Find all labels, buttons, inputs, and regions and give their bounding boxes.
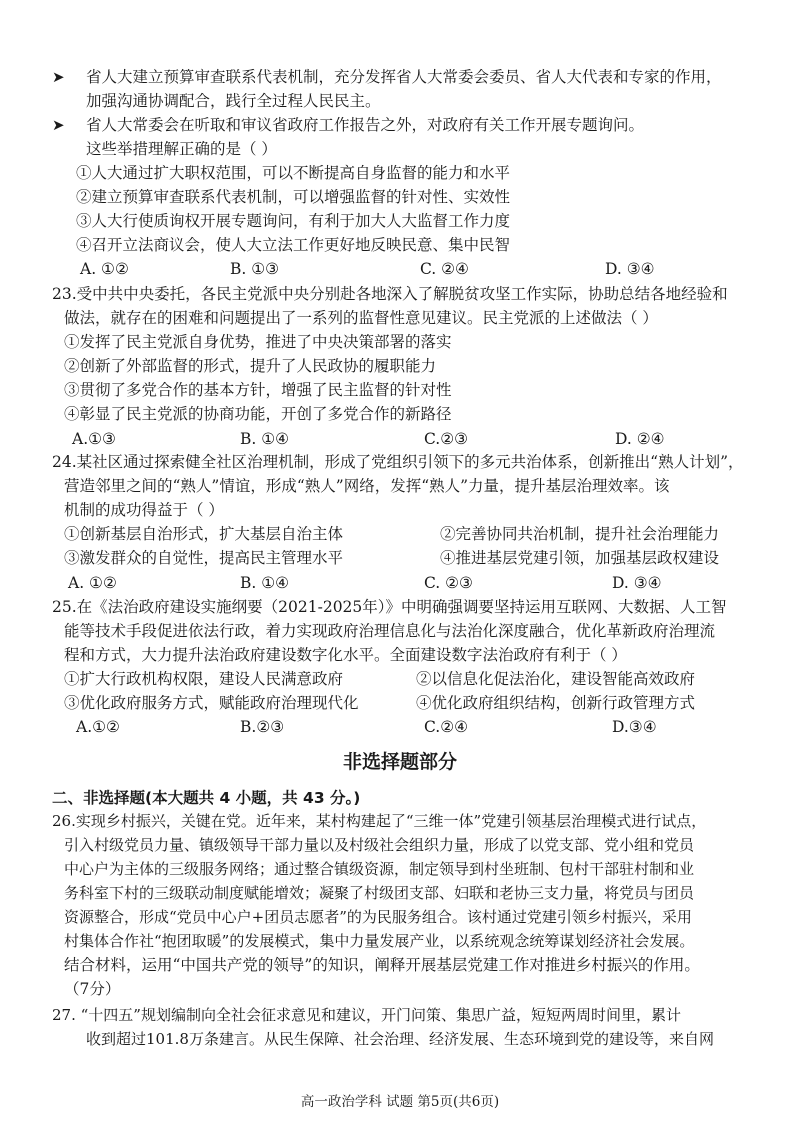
q25-option-a: A.①②	[76, 718, 120, 736]
q24-item-2: ②完善协同共治机制，提升社会治理能力	[440, 525, 720, 543]
q24-item-3: ③激发群众的自觉性，提高民主管理水平	[64, 549, 344, 567]
q24-stem-line-3: 机制的成功得益于（ ）	[64, 501, 224, 519]
q25-stem-line-1: 25.在《法治政府建设实施纲要（2021-2025年）》中明确强调要坚持运用互联网、大数据、人工智	[52, 598, 727, 616]
q25-option-c: C.②④	[424, 718, 469, 736]
q23-item-2: ②创新了外部监督的形式，提升了人民政协的履职能力	[64, 357, 437, 375]
section-heading: 二、非选择题(本大题共 4 小题，共 43 分。)	[52, 789, 361, 807]
q23-option-c: C.②③	[424, 430, 469, 448]
q24-option-d: D. ③④	[612, 574, 662, 592]
intro-bullet-1-line-2: 加强沟通协调配合，践行全过程人民民主。	[86, 92, 381, 110]
intro-bullet-1-line-1: 省人大建立预算审查联系代表机制，充分发挥省人大常委会委员、省人大代表和专家的作用，	[86, 68, 722, 86]
q25-option-d: D.③④	[612, 718, 657, 736]
q25-stem-line-2: 能等技术手段促进依法行政，着力实现政府治理信息化与法治化深度融合，优化革新政府治理流	[64, 622, 716, 640]
q26-line-4: 务科室下村的三级联动制度赋能增效；凝聚了村级团支部、妇联和老协三支力量，将党员与团员	[64, 884, 695, 902]
q26-points: （7分）	[64, 980, 121, 998]
q26-line-3: 中心户为主体的三级服务网络；通过整合镇级资源，制定领导到村坐班制、包村干部驻村制和业	[64, 860, 695, 878]
q24-option-b: B. ①④	[240, 574, 290, 592]
q22-stem: 这些举措理解正确的是（ ）	[86, 140, 277, 158]
q24-stem-line-1: 24.某社区通过探索健全社区治理机制，形成了党组织引领下的多元共治体系，创新推出“熟人计划”，	[52, 453, 744, 471]
q25-item-4: ④优化政府组织结构，创新行政管理方式	[416, 694, 696, 712]
q23-option-a: A.①③	[72, 430, 116, 448]
q22-item-3: ③人大行使质询权开展专题询问，有利于加大人大监督工作力度	[76, 212, 511, 230]
q23-item-3: ③贯彻了多党合作的基本方针，增强了民主监督的针对性	[64, 381, 452, 399]
q25-stem-line-3: 程和方式，大力提升法治政府建设数字化水平。全面建设数字法治政府有利于（ ）	[64, 646, 627, 664]
q23-stem-line-1: 23.受中共中央委托，各民主党派中央分别赴各地深入了解脱贫攻坚工作实际，协助总结各地经验和	[52, 285, 728, 303]
q23-item-4: ④彰显了民主党派的协商功能，开创了多党合作的新路径	[64, 405, 452, 423]
q25-item-1: ①扩大行政机构权限，建设人民满意政府	[64, 670, 344, 688]
q25-item-2: ②以信息化促法治化，建设智能高效政府	[416, 670, 696, 688]
q25-item-3: ③优化政府服务方式，赋能政府治理现代化	[64, 694, 359, 712]
q23-stem-line-2: 做法，就存在的困难和问题提出了一系列的监督性意见建议。民主党派的上述做法（ ）	[64, 309, 658, 327]
q27-line-1: 27. “十四五”规划编制向全社会征求意见和建议，开门问策、集思广益，短短两周时间里，累计	[52, 1006, 681, 1024]
q23-option-d: D. ②④	[615, 430, 665, 448]
q26-line-1: 26.实现乡村振兴，关键在党。近年来，某村构建起了“三维一体”党建引领基层治理模式进行试点，	[52, 812, 707, 830]
q24-item-4: ④推进基层党建引领，加强基层政权建设	[440, 549, 720, 567]
q23-item-1: ①发挥了民主党派自身优势，推进了中央决策部署的落实	[64, 333, 452, 351]
q24-option-a: A. ①②	[68, 574, 117, 592]
q26-line-5: 资源整合，形成“党员中心户+团员志愿者”的为民服务组合。该村通过党建引领乡村振兴，采用	[64, 908, 692, 926]
q22-item-2: ②建立预算审查联系代表机制，可以增强监督的针对性、实效性	[76, 188, 511, 206]
q26-line-2: 引入村级党员力量、镇级领导干部力量以及村级社会组织力量，形成了以党支部、党小组和党员	[64, 836, 695, 854]
q26-line-6: 村集体合作社“抱团取暖”的发展模式，集中力量发展产业，以系统观念统筹谋划经济社会发展。	[64, 932, 695, 950]
q22-option-a: A. ①②	[80, 260, 129, 278]
page-footer: 高一政治学科 试题 第5页(共6页)	[300, 1094, 500, 1110]
q24-stem-line-2: 营造邻里之间的“熟人”情谊，形成“熟人”网络，发挥“熟人”力量，提升基层治理效率。该	[64, 477, 670, 495]
q22-option-c: C. ②④	[420, 260, 469, 278]
q27-line-2: 收到超过101.8万条建言。从民生保障、社会治理、经济发展、生态环境到党的建设等，来自网	[86, 1030, 714, 1048]
q22-item-4: ④召开立法商议会，使人大立法工作更好地反映民意、集中民智	[76, 236, 511, 254]
q22-option-d: D. ③④	[605, 260, 655, 278]
arrowhead-bullet-icon: ➤	[52, 116, 65, 134]
q23-option-b: B. ①④	[240, 430, 290, 448]
q24-option-c: C. ②③	[424, 574, 473, 592]
section-title: 非选择题部分	[342, 751, 457, 773]
q24-item-1: ①创新基层自治形式，扩大基层自治主体	[64, 525, 344, 543]
intro-bullet-2-line-1: 省人大常委会在听取和审议省政府工作报告之外，对政府有关工作开展专题询问。	[86, 116, 645, 134]
arrowhead-bullet-icon: ➤	[52, 68, 65, 86]
q22-option-b: B. ①③	[230, 260, 280, 278]
q25-option-b: B.②③	[240, 718, 285, 736]
q22-item-1: ①人大通过扩大职权范围，可以不断提高自身监督的能力和水平	[76, 164, 511, 182]
q26-line-7: 结合材料，运用“中国共产党的领导”的知识，阐释开展基层党建工作对推进乡村振兴的作用。	[64, 956, 700, 974]
